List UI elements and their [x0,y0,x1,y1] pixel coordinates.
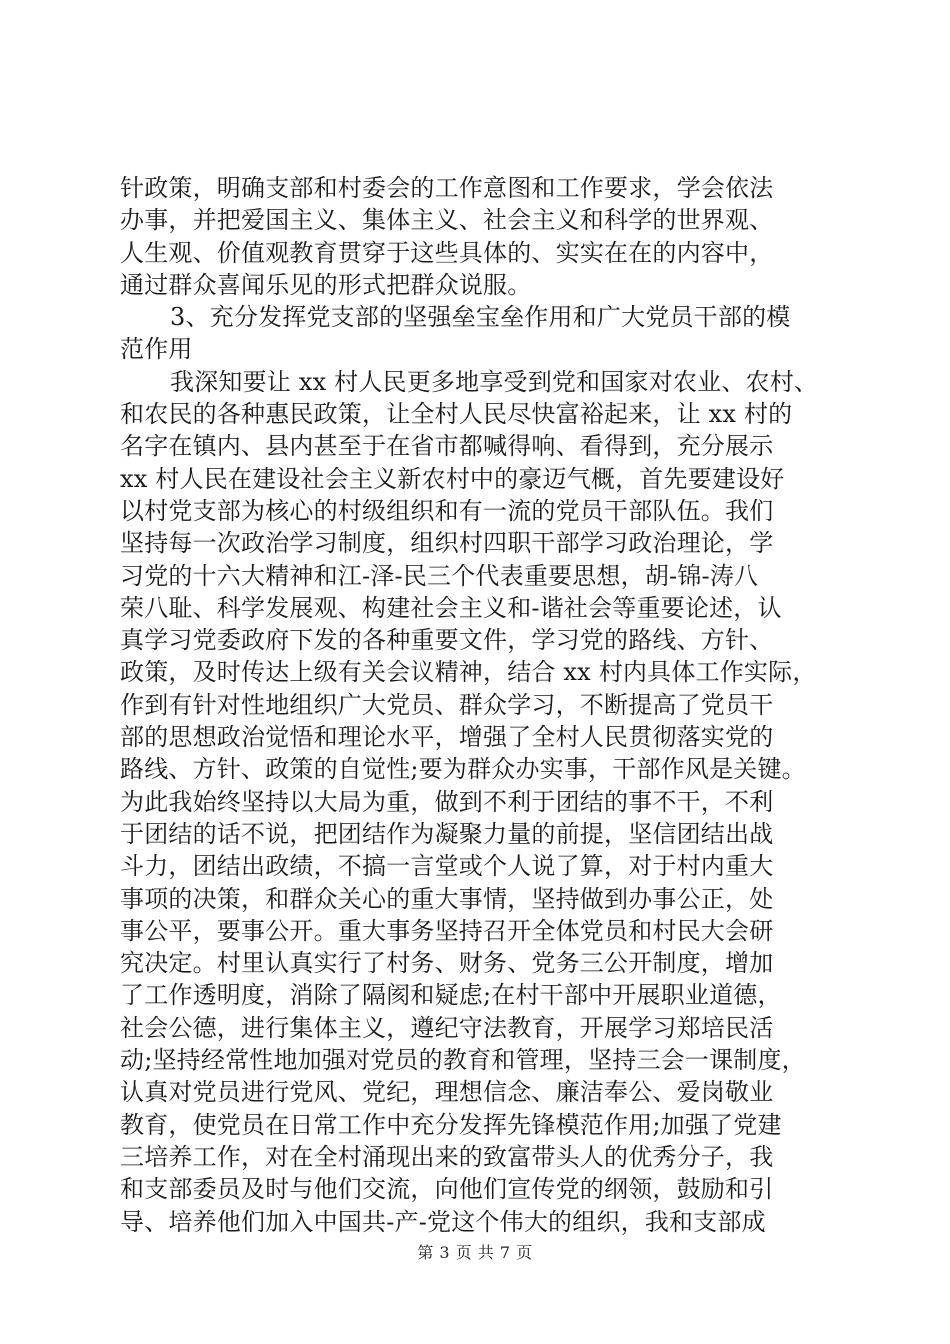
text-line: 动;坚持经常性地加强对党员的教育和管理，坚持三会一课制度， [120,1046,806,1075]
body-text [120,172,840,1238]
text-line: 针政策，明确支部和村委会的工作意图和工作要求，学会依法 [120,174,774,202]
text-line: 路线、方针、政策的自觉性;要为群众办实事，干部作风是关键。 [120,755,806,784]
text-line: xx 村人民在建设社会主义新农村中的豪迈气概，首先要建设好 [120,464,785,493]
text-line: 认真对党员进行党风、党纪，理想信念、廉洁奉公、爱岗敬业 [120,1078,774,1107]
text-line: 我深知要让 xx 村人民更多地享受到党和国家对农业、农村、 [170,367,819,396]
text-line: 3、充分发挥党支部的坚强垒宝垒作用和广大党员干部的模 [170,303,791,332]
text-line: 名字在镇内、县内甚至于在省市都喊得响、看得到，充分展示 [120,432,774,461]
text-line: 作到有针对性地组织广大党员、群众学习，不断提高了党员干 [120,690,774,719]
text-line: 究决定。村里认真实行了村务、财务、党务三公开制度，增加 [120,949,774,978]
text-line: 于团结的话不说，把团结作为凝聚力量的前提，坚信团结出战 [120,819,774,848]
text-line: 以村党支部为核心的村级组织和有一流的党员干部队伍。我们 [120,496,774,525]
text-line: 政策，及时传达上级有关会议精神，结合 xx 村内具体工作实际， [120,658,817,687]
text-line: 了工作透明度，消除了隔阂和疑虑;在村干部中开展职业道德， [120,981,782,1010]
text-line: 斗力，团结出政绩，不搞一言堂或个人说了算，对于村内重大 [120,852,774,881]
text-line: 部的思想政治觉悟和理论水平，增强了全村人民贯彻落实党的 [120,723,774,752]
text-line: 办事，并把爱国主义、集体主义、社会主义和科学的世界观、 [120,206,774,235]
text-line: 社会公德，进行集体主义，遵纪守法教育，开展学习郑培民活 [120,1013,774,1042]
text-line: 为此我始终坚持以大局为重，做到不利于团结的事不干，不利 [120,787,774,816]
text-line: 导、培养他们加入中国共-产-党这个伟大的组织，我和支部成 [120,1207,766,1236]
text-line: 和支部委员及时与他们交流，向他们宣传党的纲领，鼓励和引 [120,1175,774,1204]
text-line: 荣八耻、科学发展观、构建社会主义和-谐社会等重要论述，认 [120,593,782,622]
text-line: 坚持每一次政治学习制度，组织村四职干部学习政治理论，学 [120,529,774,558]
text-line: 事项的决策，和群众关心的重大事情，坚持做到办事公正，处 [120,884,774,913]
text-line: 和农民的各种惠民政策，让全村人民尽快富裕起来，让 xx 村的 [120,400,793,429]
text-line: 真学习党委政府下发的各种重要文件，学习党的路线、方针、 [120,626,774,655]
text-line: 通过群众喜闻乐见的形式把群众说服。 [120,270,532,299]
text-line: 三培养工作，对在全村涌现出来的致富带头人的优秀分子，我 [120,1142,774,1171]
page-footer: 第 3 页 共 7 页 [417,1243,533,1262]
text-line: 教育，使党员在日常工作中充分发挥先锋模范作用;加强了党建 [120,1110,782,1139]
text-line: 人生观、价值观教育贯穿于这些具体的、实实在在的内容中， [120,238,774,267]
text-line: 习党的十六大精神和江-泽-民三个代表重要思想，胡-锦-涛八 [120,561,759,590]
text-line: 范作用 [120,335,193,364]
text-line: 事公平，要事公开。重大事务坚持召开全体党员和村民大会研 [120,916,774,945]
